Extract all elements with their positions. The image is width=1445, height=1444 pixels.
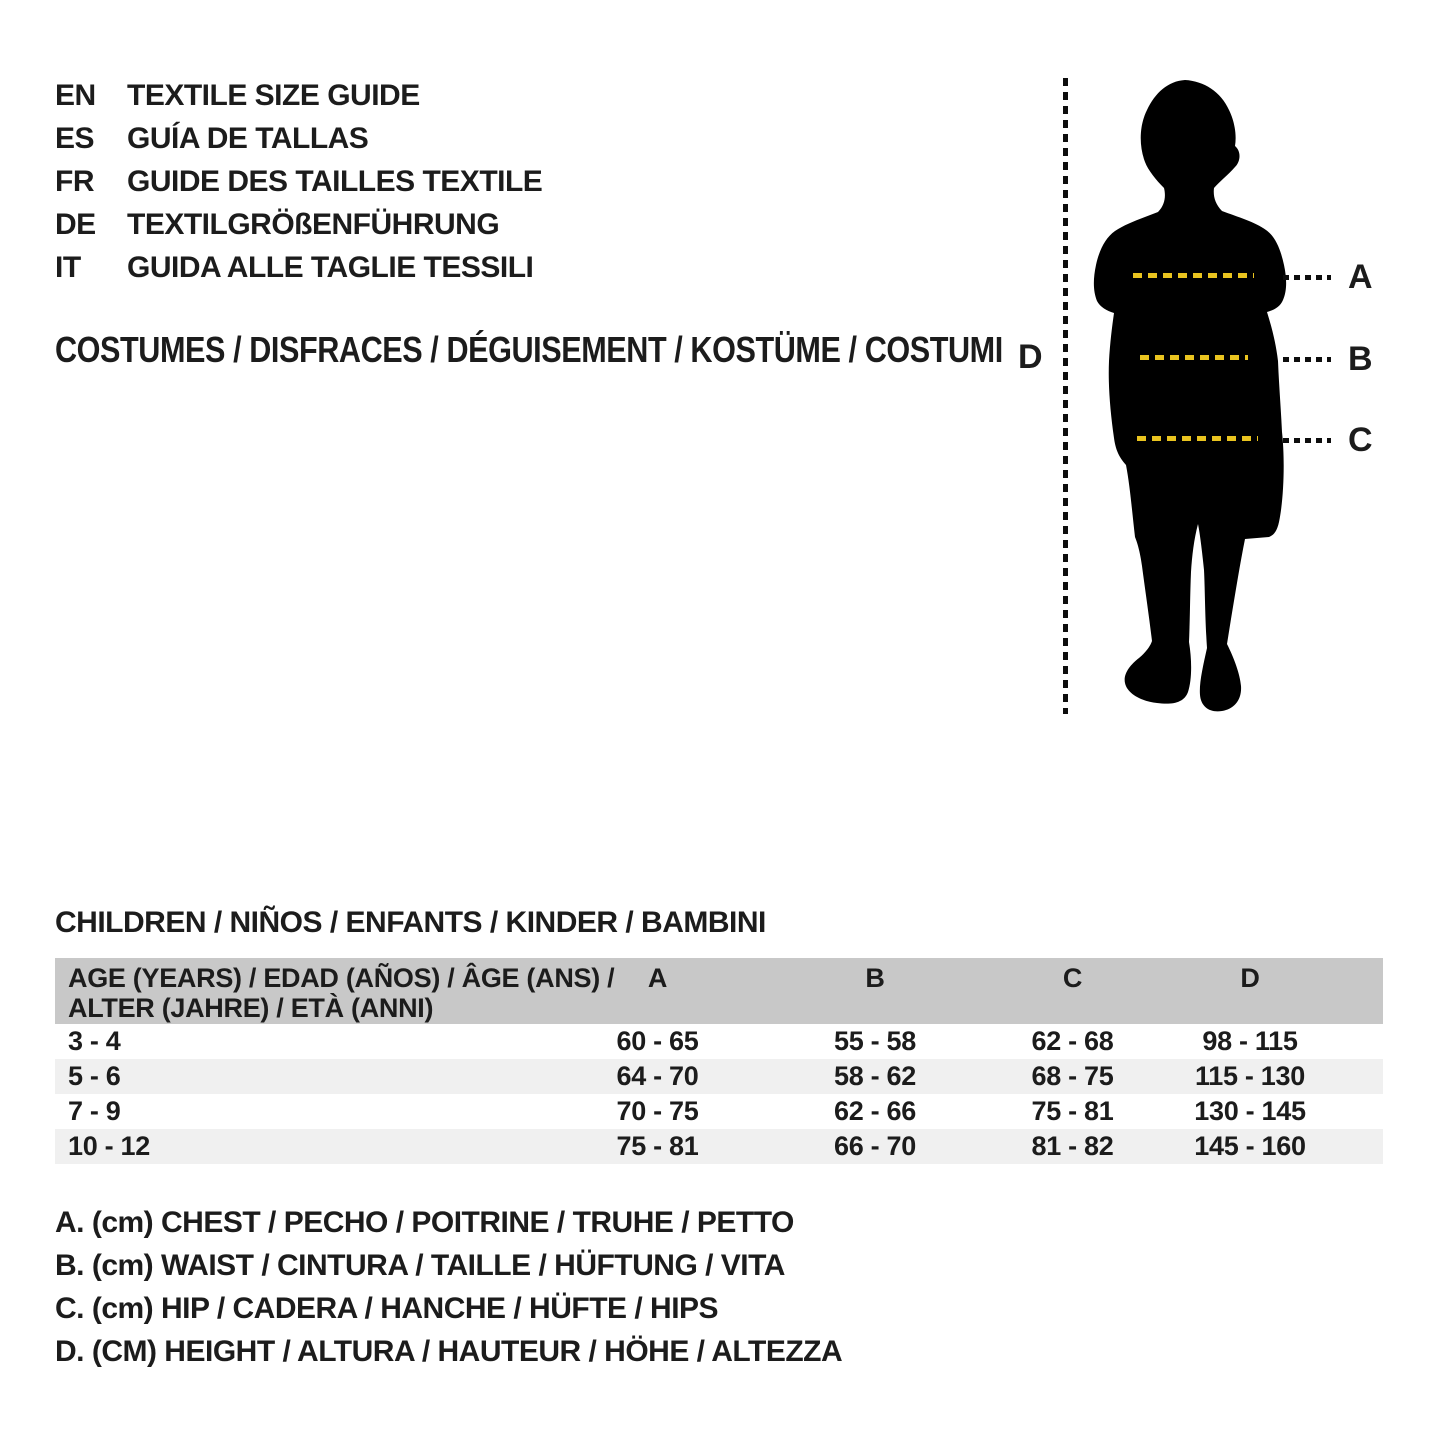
waist-cell: 55 - 58 — [834, 1026, 916, 1056]
table-row — [55, 1094, 1383, 1129]
legend-line-hip: C. (cm) HIP / CADERA / HANCHE / HÜFTE / HIPS — [55, 1292, 719, 1325]
measurement-legend — [55, 1201, 842, 1373]
child-silhouette — [1088, 74, 1292, 715]
column-header-a: A — [647, 963, 668, 993]
chest-measure-line — [1133, 273, 1254, 278]
lang-label-fr: GUIDE DES TAILLES TEXTILE — [127, 165, 543, 198]
hip-cell: 81 - 82 — [1031, 1131, 1114, 1161]
lang-label-en: TEXTILE SIZE GUIDE — [127, 79, 420, 112]
lang-label-it: GUIDA ALLE TAGLIE TESSILI — [127, 251, 534, 284]
hip-leader-line — [1283, 438, 1331, 443]
height-dimension-label: D — [1017, 337, 1043, 376]
waist-cell: 66 - 70 — [834, 1131, 916, 1161]
hip-cell: 68 - 75 — [1031, 1061, 1114, 1091]
table-row — [55, 1129, 1383, 1164]
waist-dimension-label: B — [1347, 339, 1373, 378]
chest-cell: 75 - 81 — [616, 1131, 699, 1161]
size-table — [55, 958, 1383, 1164]
children-section-title: CHILDREN / NIÑOS / ENFANTS / KINDER / BAMBINI — [55, 906, 766, 939]
waist-leader-line — [1283, 357, 1331, 362]
age-column-header — [55, 958, 615, 1023]
table-row — [55, 1024, 1383, 1059]
lang-label-es: GUÍA DE TALLAS — [127, 122, 369, 155]
hip-cell: 62 - 68 — [1031, 1026, 1114, 1056]
category-title: COSTUMES / DISFRACES / DÉGUISEMENT / KOSTÜME / COSTUMI — [55, 329, 1003, 370]
waist-measure-line — [1140, 355, 1248, 360]
lang-code-de: DE — [55, 208, 96, 241]
age-header-line1: AGE (YEARS) / EDAD (AÑOS) / ÂGE (ANS) / — [68, 963, 615, 993]
height-dashed-line — [1063, 78, 1068, 714]
lang-code-en: EN — [55, 79, 96, 112]
language-title-block — [55, 74, 542, 289]
lang-label-de: TEXTILGRÖßENFÜHRUNG — [127, 208, 500, 241]
chest-cell: 60 - 65 — [616, 1026, 699, 1056]
chest-leader-line — [1283, 275, 1331, 280]
legend-line-waist: B. (cm) WAIST / CINTURA / TAILLE / HÜFTUNG / VITA — [55, 1249, 785, 1282]
waist-cell: 58 - 62 — [834, 1061, 916, 1091]
height-cell: 130 - 145 — [1194, 1096, 1306, 1126]
column-header-d: D — [1240, 963, 1260, 993]
column-header-b: B — [865, 963, 885, 993]
age-header-line2: ALTER (JAHRE) / ETÀ (ANNI) — [68, 993, 434, 1023]
chest-cell: 70 - 75 — [616, 1096, 699, 1126]
hip-measure-line — [1137, 436, 1258, 441]
legend-line-chest: A. (cm) CHEST / PECHO / POITRINE / TRUHE / PETTO — [55, 1206, 794, 1239]
chest-dimension-label: A — [1347, 257, 1373, 296]
age-cell: 3 - 4 — [68, 1026, 121, 1056]
age-cell: 10 - 12 — [68, 1131, 150, 1161]
lang-code-es: ES — [55, 122, 95, 155]
lang-code-it: IT — [55, 251, 81, 284]
waist-cell: 62 - 66 — [834, 1096, 916, 1126]
size-table-header — [55, 958, 1383, 1024]
height-cell: 98 - 115 — [1202, 1026, 1298, 1056]
table-row — [55, 1059, 1383, 1094]
legend-line-height: D. (CM) HEIGHT / ALTURA / HAUTEUR / HÖHE / ALTEZZA — [55, 1335, 843, 1368]
column-header-c: C — [1062, 963, 1083, 993]
age-cell: 7 - 9 — [68, 1096, 121, 1126]
lang-code-fr: FR — [55, 165, 94, 198]
height-cell: 145 - 160 — [1194, 1131, 1306, 1161]
age-cell: 5 - 6 — [68, 1061, 121, 1091]
hip-cell: 75 - 81 — [1031, 1096, 1114, 1126]
height-cell: 115 - 130 — [1195, 1061, 1305, 1091]
hip-dimension-label: C — [1347, 420, 1373, 459]
chest-cell: 64 - 70 — [616, 1061, 699, 1091]
